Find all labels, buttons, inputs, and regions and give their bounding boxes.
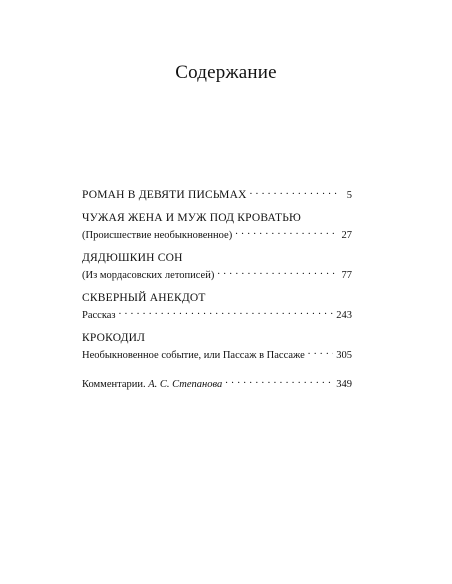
toc-entry-row: [82, 345, 352, 362]
toc-entry-title: ЧУЖАЯ ЖЕНА И МУЖ ПОД КРОВАТЬЮ: [82, 212, 302, 224]
toc-comments-label: Комментарии.: [82, 379, 146, 390]
toc-entry-krokodil[interactable]: [82, 332, 352, 362]
dot-leader: [308, 345, 333, 358]
dot-leader: [217, 265, 337, 278]
dot-leader: [235, 225, 337, 238]
dot-leader: [225, 374, 333, 387]
toc-entry-row: [82, 265, 352, 282]
toc-entry-title: ДЯДЮШКИН СОН: [82, 252, 183, 264]
page-title: Содержание: [175, 62, 277, 83]
toc-entry-page: 27: [341, 230, 352, 241]
toc-entry-skverny-anekdot[interactable]: [82, 292, 352, 322]
toc-entry-subtitle: (Происшествие необыкновенное): [82, 230, 233, 241]
table-of-contents: [82, 185, 352, 401]
toc-entry-title: РОМАН В ДЕВЯТИ ПИСЬМАХ: [82, 189, 247, 201]
toc-entry-row: [82, 374, 352, 391]
toc-entry-row: [82, 225, 352, 242]
toc-entry-page: 243: [336, 310, 352, 321]
toc-entry-title-row: [82, 252, 352, 265]
toc-entry-page: 77: [341, 270, 352, 281]
toc-entry-title-row: [82, 212, 352, 225]
toc-entry-page: 5: [346, 190, 352, 201]
toc-entry-subtitle: Необыкновенное событие, или Пассаж в Пассаже: [82, 350, 305, 361]
toc-entry-title-row: [82, 292, 352, 305]
toc-entry-dyadyushkin-son[interactable]: [82, 252, 352, 282]
toc-entry-subtitle: (Из мордасовских летописей): [82, 270, 215, 281]
toc-comments-author: А. С. Степанова: [148, 379, 223, 390]
toc-entry-row: [82, 185, 352, 202]
toc-entry-title: КРОКОДИЛ: [82, 332, 146, 344]
dot-leader: [119, 305, 334, 318]
toc-entry-chuzhaya-zhena[interactable]: [82, 212, 352, 242]
toc-entry-page: 305: [336, 350, 352, 361]
toc-entry-title-row: [82, 332, 352, 345]
toc-entry-comments[interactable]: [82, 374, 352, 391]
toc-entry-row: [82, 305, 352, 322]
toc-entry-subtitle: Рассказ: [82, 310, 116, 321]
toc-entry-title: СКВЕРНЫЙ АНЕКДОТ: [82, 292, 206, 304]
toc-entry-page: 349: [336, 379, 352, 390]
toc-entry-roman[interactable]: [82, 185, 352, 202]
dot-leader: [250, 185, 337, 198]
